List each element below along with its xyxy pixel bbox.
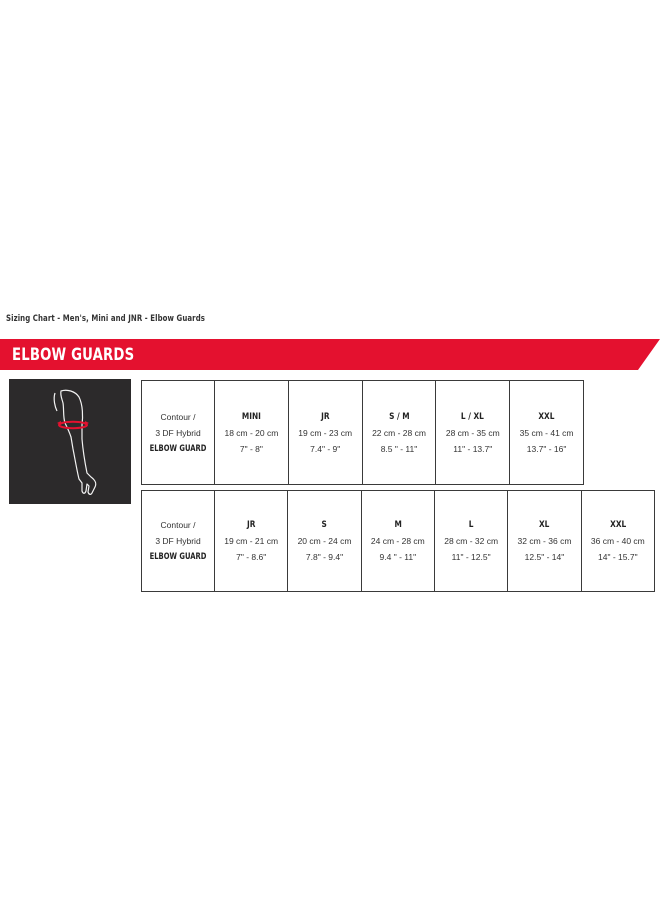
size-label: L [468,520,474,530]
size-inch: 7" - 8.6" [236,552,267,562]
size-cm: 24 cm - 28 cm [370,536,425,546]
size-cell [362,381,436,485]
size-cell [215,491,288,592]
size-inch: 7.8" - 9.4" [305,552,344,562]
size-inch: 7" - 8" [239,443,263,454]
size-cell [288,491,361,592]
product-label-line3: ELBOW GUARD [149,443,207,454]
size-cell [581,491,654,592]
size-cm: 22 cm - 28 cm [372,427,426,438]
size-cm: 35 cm - 41 cm [519,427,574,438]
product-label-cell [142,381,215,485]
size-cm: 28 cm - 32 cm [444,536,499,546]
size-cm: 19 cm - 23 cm [298,427,353,438]
size-cell [508,491,581,592]
size-table-2 [141,490,655,592]
size-cell [510,381,584,485]
product-label-line2: 3 DF Hybrid [155,536,201,546]
size-label: M [394,520,402,530]
size-label: XL [539,520,550,530]
size-label: MINI [241,411,261,422]
size-cm: 20 cm - 24 cm [297,536,352,546]
size-cm: 28 cm - 35 cm [445,427,500,438]
product-label-cell [142,491,215,592]
product-label-line3: ELBOW GUARD [149,552,207,562]
size-inch: 14" - 15.7" [598,552,638,562]
product-label-line1: Contour / [160,520,196,530]
size-cm: 19 cm - 21 cm [224,536,279,546]
chart-caption: Sizing Chart - Men's, Mini and JNR - Elbow Guards [6,314,206,324]
size-label: XXL [538,411,555,422]
size-inch: 12.5" - 14" [524,552,565,562]
size-inch: 13.7" - 16" [526,443,567,454]
size-inch: 11" - 12.5" [451,552,491,562]
size-label: L / XL [461,411,485,422]
size-cell [436,381,510,485]
size-label: S [321,520,328,530]
size-cell [434,491,507,592]
arm-measurement-icon [9,379,131,504]
size-table-1 [141,380,584,485]
size-inch: 11" - 13.7" [453,443,493,454]
size-label: XXL [609,520,626,530]
size-cell [361,491,434,592]
size-inch: 9.4 " - 11" [379,552,417,562]
size-cm: 18 cm - 20 cm [224,427,279,438]
size-cell [288,381,362,485]
size-cm: 32 cm - 36 cm [517,536,572,546]
banner-title: ELBOW GUARDS [12,345,135,365]
arm-illustration-panel [9,379,131,504]
size-label: JR [320,411,330,422]
product-label-line2: 3 DF Hybrid [155,427,201,438]
section-banner [0,339,660,370]
size-label: JR [246,520,256,530]
size-cell [215,381,289,485]
size-cm: 36 cm - 40 cm [590,536,645,546]
size-inch: 8.5 " - 11" [380,443,418,454]
product-label-line1: Contour / [160,411,196,422]
size-inch: 7.4" - 9" [310,443,341,454]
size-label: S / M [388,411,410,422]
